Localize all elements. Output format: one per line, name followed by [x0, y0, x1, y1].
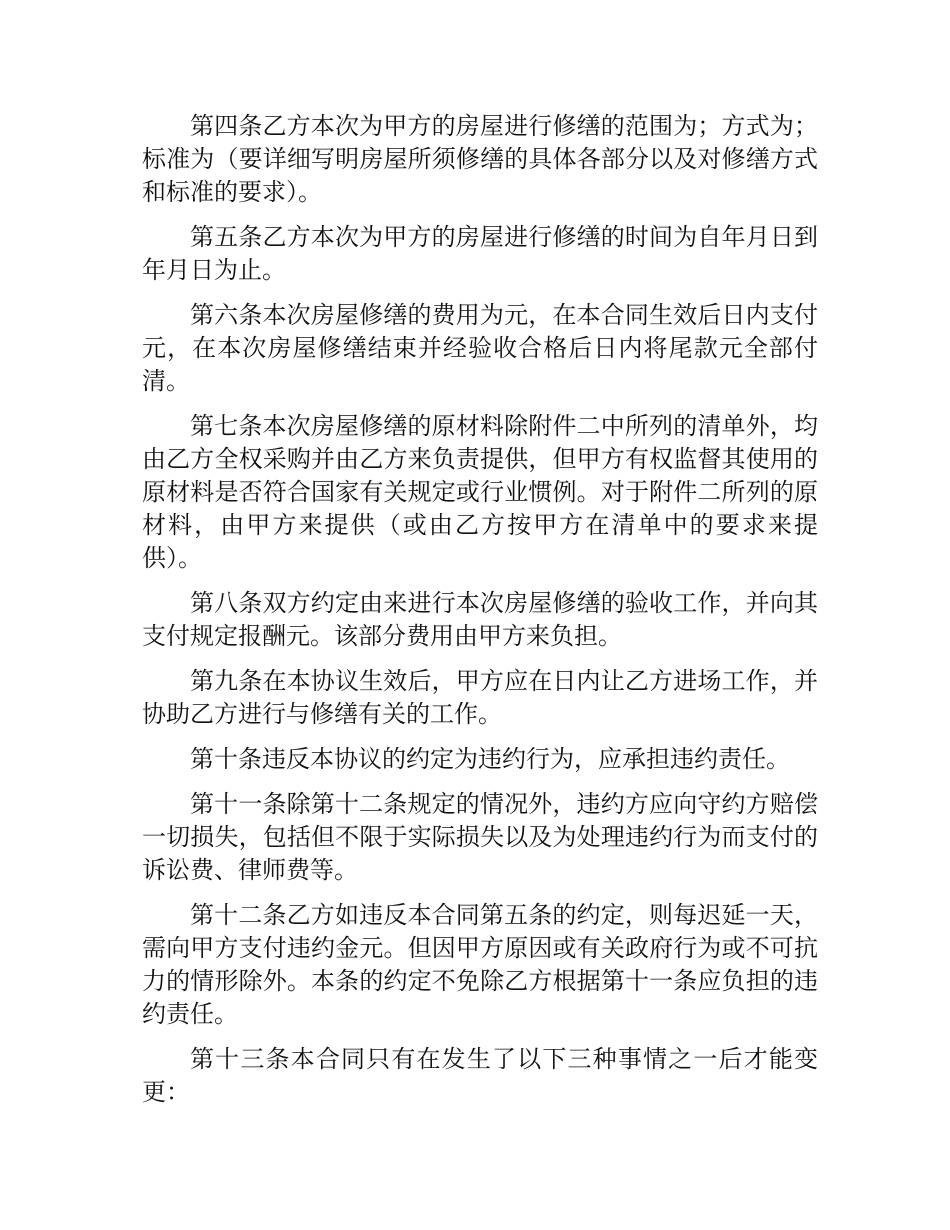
- paragraph-article-4: 第四条乙方本次为甲方的房屋进行修缮的范围为；方式为；标准为（要详细写明房屋所须修缮的具体各部分以及对修缮方式和标准的要求）。: [142, 112, 818, 206]
- paragraph-article-12: 第十二条乙方如违反本合同第五条的约定，则每迟延一天，需向甲方支付违约金元。但因甲方原因或有关政府行为或不可抗力的情形除外。本条的约定不免除乙方根据第十一条应负担的违约责任。: [142, 901, 818, 1028]
- paragraph-article-6: 第六条本次房屋修缮的费用为元，在本合同生效后日内支付元，在本次房屋修缮结束并经验收合格后日内将尾款元全部付清。: [142, 301, 818, 395]
- paragraph-article-11: 第十一条除第十二条规定的情况外，违约方应向守约方赔偿一切损失，包括但不限于实际损失以及为处理违约行为而支付的诉讼费、律师费等。: [142, 790, 818, 884]
- paragraph-article-13: 第十三条本合同只有在发生了以下三种事情之一后才能变更：: [142, 1045, 818, 1106]
- paragraph-article-5: 第五条乙方本次为甲方的房屋进行修缮的时间为自年月日到年月日为止。: [142, 223, 818, 284]
- paragraph-article-9: 第九条在本协议生效后，甲方应在日内让乙方进场工作，并协助乙方进行与修缮有关的工作。: [142, 667, 818, 728]
- paragraph-article-7: 第七条本次房屋修缮的原材料除附件二中所列的清单外，均由乙方全权采购并由乙方来负责提供，但甲方有权监督其使用的原材料是否符合国家有关规定或行业惯例。对于附件二所列的原材料，由甲方来提供（或由乙方按甲方在清单中的要求来提供）。: [142, 412, 818, 572]
- document-body: [142, 110, 818, 1121]
- paragraph-article-10: 第十条违反本协议的约定为违约行为，应承担违约责任。: [190, 745, 790, 773]
- paragraph-article-8: 第八条双方约定由来进行本次房屋修缮的验收工作，并向其支付规定报酬元。该部分费用由甲方来负担。: [142, 589, 818, 650]
